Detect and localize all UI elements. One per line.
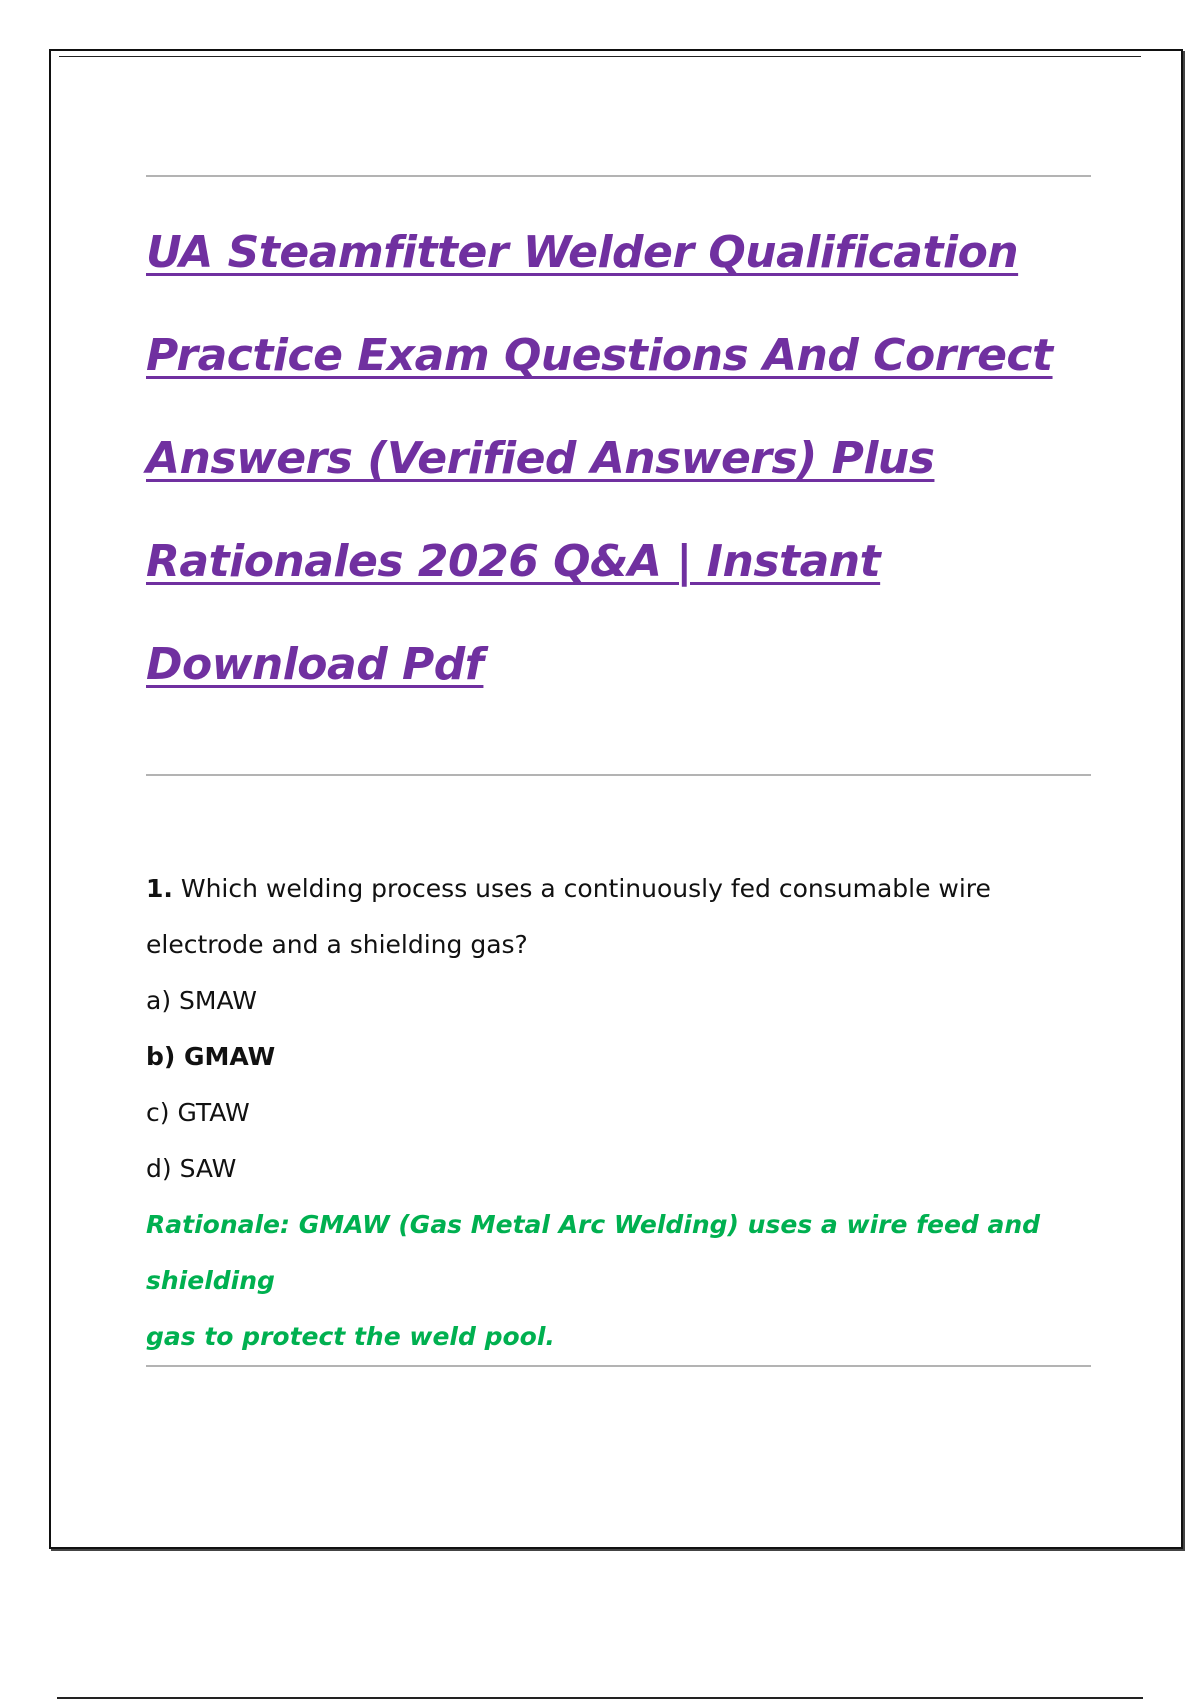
title-line-4: Rationales 2026 Q&A | Instant bbox=[146, 536, 881, 587]
rationale-line-2: gas to protect the weld pool. bbox=[146, 1322, 555, 1351]
question-stem: Which welding process uses a continuously fed consumable wire bbox=[180, 874, 991, 903]
question-block bbox=[146, 861, 1106, 1365]
divider-top bbox=[146, 175, 1091, 177]
question-text-line-2: electrode and a shielding gas? bbox=[146, 930, 528, 959]
option-d: d) SAW bbox=[146, 1154, 237, 1183]
rationale-line-1: Rationale: GMAW (Gas Metal Arc Welding) uses a wire feed and shielding bbox=[146, 1210, 1041, 1295]
question-number: 1. bbox=[146, 874, 173, 903]
document-page bbox=[49, 49, 1183, 1549]
title-line-2: Practice Exam Questions And Correct bbox=[146, 330, 1053, 381]
top-border-rule bbox=[59, 56, 1141, 57]
document-title bbox=[146, 201, 1106, 716]
title-line-5: Download Pdf bbox=[146, 639, 484, 690]
option-c: c) GTAW bbox=[146, 1098, 250, 1127]
title-line-3: Answers (Verified Answers) Plus bbox=[146, 433, 935, 484]
divider-middle bbox=[146, 774, 1091, 776]
option-a: a) SMAW bbox=[146, 986, 257, 1015]
title-line-1: UA Steamfitter Welder Qualification bbox=[146, 227, 1019, 278]
next-page-top-rule bbox=[57, 1697, 1143, 1699]
question-text-line-1 bbox=[146, 861, 1106, 917]
option-b-correct: b) GMAW bbox=[146, 1042, 276, 1071]
divider-bottom bbox=[146, 1365, 1091, 1367]
